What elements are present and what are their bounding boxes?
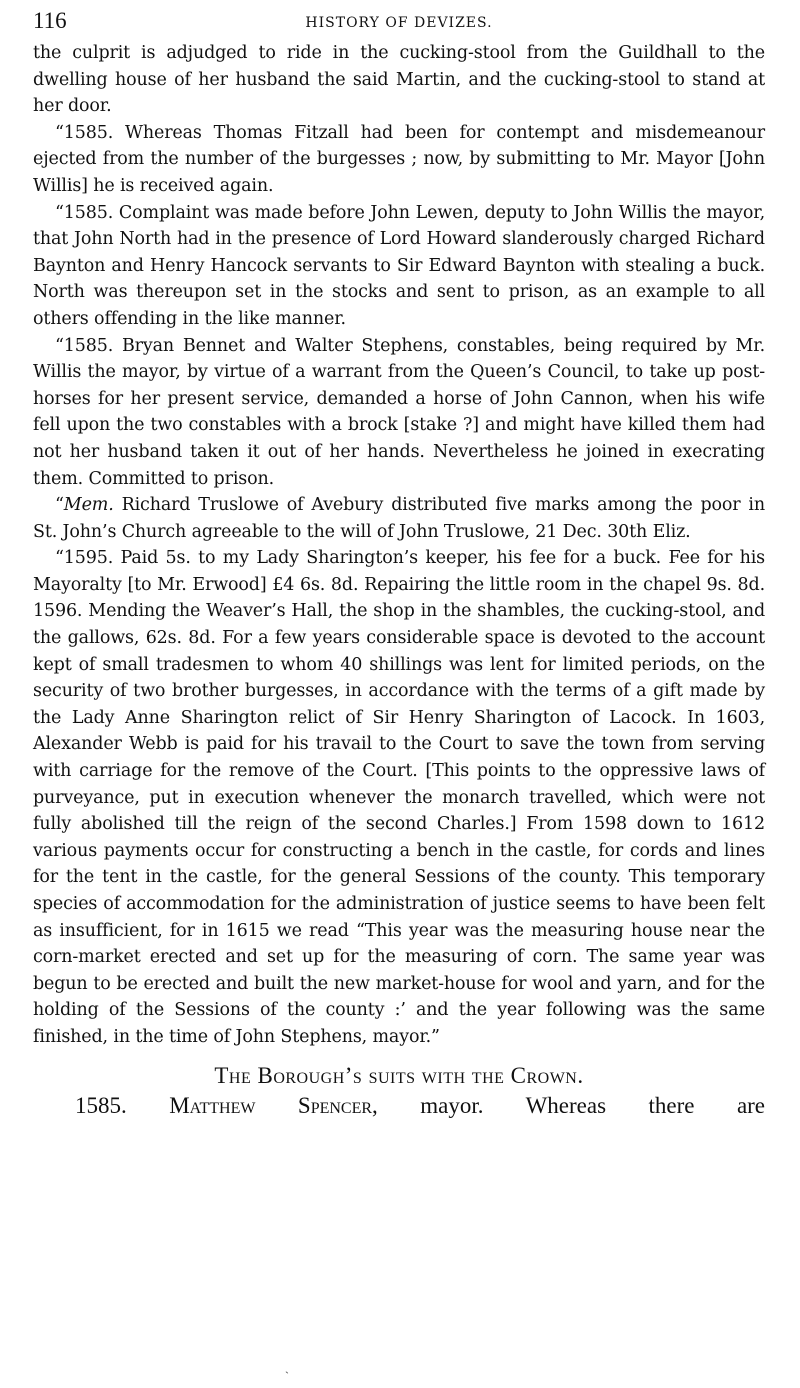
paragraph-fitzall: “1585. Whereas Thomas Fitzall had been for contempt and misdemeanour ejected from the number of the burgesses ; now, by submitting to Mr. Mayor [John Willis] he is received again. — [33, 122, 765, 196]
book-page — [33, 8, 765, 1121]
paragraph-1595: “1595. Paid 5s. to my Lady Sharington’s keeper, his fee for a buck. Fee for his Mayoralty [to Mr. Erwood] £4 6s. 8d. Repairing the little room in the chapel 9s. 8d. 1596. Mending the Weaver’s Hall, the shop in the shambles, the cucking-stool, and the gallows, 62s. 8d. For a few years considerable space is devoted to the account kept of small tradesmen to whom 40 shillings was lent for limited periods, on the security of two brother burgesses, in accordance with the terms of a gift made by the Lady Anne Sharington relict of Sir Henry Sharington of Lacock. In 1603, Alexander Webb is paid for his travail to the Court to save the town from serving with carriage for the remove of the Court. [This points to the oppressive laws of purveyance, put in execution whenever the monarch travelled, which were not fully abolished till the reign of the second Charles.] From 1598 down to 1612 various payments occur for constructing a bench in the castle, for cords and lines for the tent in the castle, for the general Sessions of the county. This temporary species of accommodation for the administration of justice seems to have been felt as insufficient, for in 1615 we read “This year was the measuring house near the corn-market erected and set up for the measuring of corn. The same year was begun to be erected and built the new market-house for wool and yarn, and for the holding of the Sessions of the county :’ and the year following was the same finished, in the time of John Stephens, mayor.” — [33, 548, 765, 1047]
mayor-name: Matthew Spencer, — [169, 1092, 378, 1118]
paragraph-bennet: “1585. Bryan Bennet and Walter Stephens, constables, being required by Mr. Willis the mayor, by virtue of a warrant from the Queen’s Council, to take up post-horses for her present service, demanded a horse of John Cannon, when his wife fell upon the two constables with a brock [stake ?] and might have killed them had not her husband taken it out of her hands. Nevertheless he joined in execrating them. Committed to prison. — [33, 335, 765, 489]
paragraph-north: “1585. Complaint was made before John Lewen, deputy to John Willis the mayor, that John North had in the presence of Lord Howard slanderously charged Richard Baynton and Henry Hancock servants to Sir Edward Baynton with stealing a buck. North was thereupon set in the stocks and sent to prison, as an example to all others offending in the like manner. — [33, 202, 765, 329]
mem-label: Mem. — [63, 495, 114, 516]
ink-speck: ˏ — [285, 1360, 289, 1374]
paragraph-mem — [33, 492, 765, 545]
final-line — [33, 1091, 765, 1121]
page-number: 116 — [33, 8, 67, 33]
paragraph-culprit: the culprit is adjudged to ride in the cucking-stool from the Guildhall to the dwelling house of her husband the said Martin, and the cucking-stool to stand at her door. — [33, 43, 765, 117]
running-title: HISTORY OF DEVIZES. — [305, 15, 493, 31]
final-line-rest: mayor. Whereas there are — [377, 1092, 766, 1118]
running-header — [33, 8, 765, 40]
section-heading: The Borough’s suits with the Crown. — [214, 1062, 584, 1088]
final-line-year: 1585. — [75, 1092, 127, 1118]
mem-open-quote: “ — [55, 495, 64, 516]
body-text — [33, 40, 765, 1051]
mem-text: Richard Truslowe of Avebury distributed five marks among the poor in St. John’s Church agreeable to the will of John Truslowe, 21 Dec. 30th Eliz. — [33, 495, 765, 542]
